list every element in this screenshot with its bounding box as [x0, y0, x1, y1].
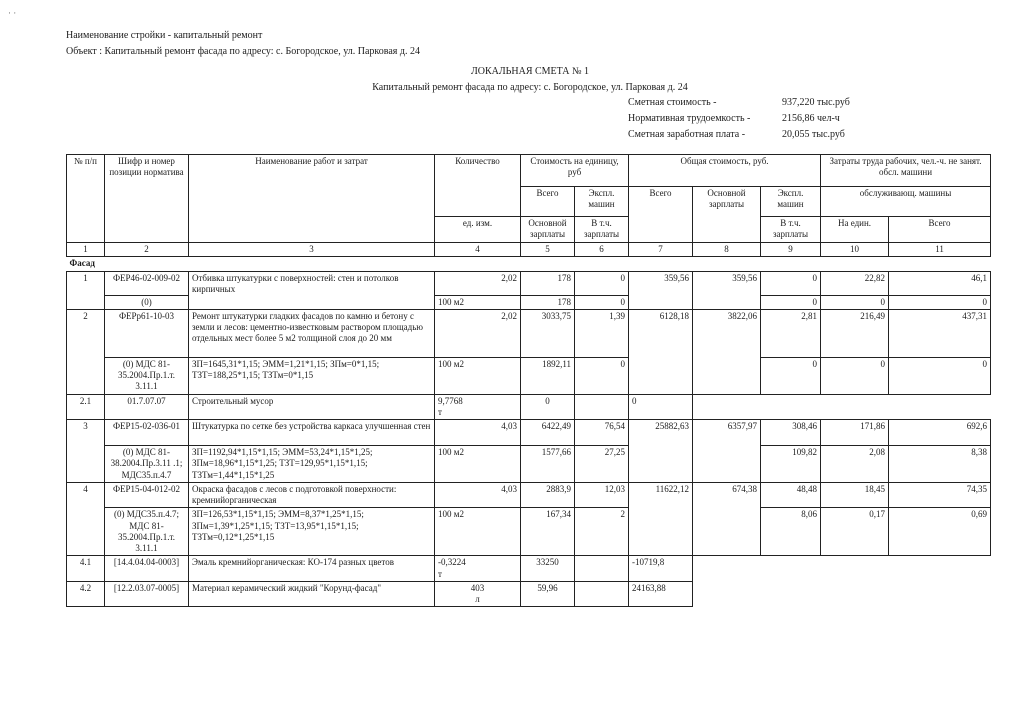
estimate-table [66, 154, 991, 607]
summary-value: 20,055 тыс.руб [782, 129, 845, 140]
cell: 0,17 [821, 508, 889, 556]
row-unit: т [438, 568, 442, 579]
cell: 24163,88 [629, 581, 693, 607]
col-total-cost: Общая стоимость, руб. [629, 155, 821, 187]
row-name: Ремонт штукатурки гладких фасадов по камню и бетону с земли и лесов: цементно-известковым раствором площадью отдельных мест более 5 м2 толщиной слоя до 20 мм [189, 309, 435, 357]
row-formula: ЗП=1192,94*1,15*1,15; ЭММ=53,24*1,15*1,25; ЗПм=18,96*1,15*1,25; ТЗТ=129,95*1,15*1,15; ТЗТм=1,44*1,15*1,25 [189, 446, 435, 483]
row-unit: 100 м2 [435, 357, 521, 394]
cell: 167,34 [521, 508, 575, 556]
row-name: Окраска фасадов с лесов с подготовкой поверхности: кремнийорганическая [189, 482, 435, 508]
row-qty: 2,02 [435, 271, 521, 295]
cell [575, 394, 629, 420]
doc-title: ЛОКАЛЬНАЯ СМЕТА № 1 [470, 66, 590, 77]
project-name: Наименование стройки - капитальный ремонт [66, 30, 263, 41]
row-code: 01.7.07.07 [105, 394, 189, 420]
row-unit: 100 м2 [435, 295, 521, 309]
col-index: 10 [821, 243, 889, 257]
cell: 171,86 [821, 420, 889, 446]
cell: 25882,63 [629, 420, 693, 483]
col-expl-total: Экспл. машин [761, 187, 821, 217]
summary-label: Нормативная трудоемкость - [628, 113, 751, 124]
cell: 46,1 [889, 271, 991, 295]
object-name: Объект : Капитальный ремонт фасада по адресу: с. Богородское, ул. Парковая д. 24 [66, 46, 420, 57]
cell: 3822,06 [693, 309, 761, 394]
cell: 27,25 [575, 446, 629, 483]
row-code: [12.2.03.07-0005] [105, 581, 189, 607]
col-unit: ед. изм. [435, 217, 521, 243]
cell: 109,82 [761, 446, 821, 483]
row-code-ext: (0) МДС 81-38.2004.Пр.3.11 .1; МДС35.п.4.7 [105, 446, 189, 483]
cell [693, 581, 991, 607]
col-expl: Экспл. машин [575, 187, 629, 217]
cell: 308,46 [761, 420, 821, 446]
cell: 0 [629, 394, 693, 420]
table-row [67, 309, 991, 357]
col-index: 4 [435, 243, 521, 257]
cell: 216,49 [821, 309, 889, 357]
cell: 0 [575, 295, 629, 309]
col-base-wage-total: Основной зарплаты [693, 187, 761, 243]
cell: -10719,8 [629, 556, 693, 582]
row-code-ext: (0) МДС 81-35.2004.Пр.1.т. 3.11.1 [105, 357, 189, 394]
section-row [67, 257, 991, 271]
col-name: Наименование работ и затрат [189, 155, 435, 243]
table-row [67, 420, 991, 446]
row-num: 4 [67, 482, 105, 556]
cell: 359,56 [629, 271, 693, 309]
cell: 11622,12 [629, 482, 693, 556]
summary-label: Сметная заработная плата - [628, 129, 746, 140]
cell [575, 556, 629, 582]
cell: 2 [575, 508, 629, 556]
row-code: ФЕР15-04-012-02 [105, 482, 189, 508]
cell: 8,38 [889, 446, 991, 483]
cell: 74,35 [889, 482, 991, 508]
cell: 359,56 [693, 271, 761, 309]
cell [693, 556, 991, 582]
cell: 12,03 [575, 482, 629, 508]
row-code-ext: (0) МДС35.п.4.7; МДС 81-35.2004.Пр.1.т. 3.11.1 [105, 508, 189, 556]
row-qty: 2,02 [435, 309, 521, 357]
cell [575, 581, 629, 607]
row-name: Штукатурка по сетке без устройства каркаса улучшенная стен [189, 420, 435, 446]
cell: 1577,66 [521, 446, 575, 483]
col-index: 11 [889, 243, 991, 257]
col-num: № п/п [67, 155, 105, 243]
cell: 2,81 [761, 309, 821, 357]
cell: 178 [521, 271, 575, 295]
row-name: Эмаль кремнийорганическая: КО-174 разных цветов [189, 556, 435, 582]
cell [693, 394, 991, 420]
row-unit: 100 м2 [435, 508, 521, 556]
col-service: обслуживающ. машины [821, 187, 991, 217]
summary-value: 937,220 тыс.руб [782, 97, 850, 108]
row-num: 4.1 [67, 556, 105, 582]
section-title: Фасад [69, 258, 95, 269]
cell: 692,6 [889, 420, 991, 446]
row-formula: ЗП=1645,31*1,15; ЭММ=1,21*1,15; ЗПм=0*1,15; ТЗТ=188,25*1,15; ТЗТм=0*1,15 [189, 357, 435, 394]
row-code: ФЕРр61-10-03 [105, 309, 189, 357]
col-labor: Затраты труда рабочих, чел.-ч. не занят. обсл. машини [821, 155, 991, 187]
row-name: Материал керамический жидкий "Корунд-фасад" [189, 581, 435, 607]
row-qty-unit [435, 394, 521, 420]
row-code: ФЕР46-02-009-02 [105, 271, 189, 295]
col-all: Всего [521, 187, 575, 217]
row-code-ext: (0) [105, 295, 189, 309]
cell: 59,96 [521, 581, 575, 607]
col-incl-total: В т.ч. зарплаты [761, 217, 821, 243]
scan-mark: · · [8, 8, 17, 18]
col-code: Шифр и номер позиции норматива [105, 155, 189, 243]
col-index: 8 [693, 243, 761, 257]
col-index: 1 [67, 243, 105, 257]
col-index: 6 [575, 243, 629, 257]
row-name: Строительный мусор [189, 394, 435, 420]
row-unit: 100 м2 [435, 446, 521, 483]
cell: 0 [575, 271, 629, 295]
cell: 33250 [521, 556, 575, 582]
row-qty: 403 [470, 582, 485, 593]
cell: 0 [821, 295, 889, 309]
col-index: 7 [629, 243, 693, 257]
cell: 0 [761, 357, 821, 394]
row-unit: л [475, 594, 480, 604]
cell: 0 [889, 295, 991, 309]
table-row [67, 581, 991, 607]
cell: 1,39 [575, 309, 629, 357]
column-number-row [67, 243, 991, 257]
cell: 178 [521, 295, 575, 309]
row-num: 2 [67, 309, 105, 394]
cell: 1892,11 [521, 357, 575, 394]
cell: 0 [761, 271, 821, 295]
col-index: 5 [521, 243, 575, 257]
cell: 76,54 [575, 420, 629, 446]
cell: 0 [889, 357, 991, 394]
row-num: 3 [67, 420, 105, 483]
cell: 2883,9 [521, 482, 575, 508]
row-qty: 4,03 [435, 482, 521, 508]
row-qty: 4,03 [435, 420, 521, 446]
cell: 6357,97 [693, 420, 761, 483]
summary-label: Сметная стоимость - [628, 97, 717, 108]
row-qty: 9,7768 [438, 395, 463, 406]
row-qty: -0,3224 [438, 557, 466, 568]
header-row [67, 155, 991, 187]
table-row [67, 357, 991, 394]
cell: 18,45 [821, 482, 889, 508]
col-unit-cost: Стоимость на единицу, руб [521, 155, 629, 187]
cell: 0 [821, 357, 889, 394]
col-index: 9 [761, 243, 821, 257]
cell: 0 [575, 357, 629, 394]
row-num: 1 [67, 271, 105, 309]
cell: 0 [521, 394, 575, 420]
row-num: 4.2 [67, 581, 105, 607]
cell: 2,08 [821, 446, 889, 483]
col-incl: В т.ч. зарплаты [575, 217, 629, 243]
col-base-wage: Основной зарплаты [521, 217, 575, 243]
row-formula: ЗП=126,53*1,15*1,15; ЭММ=8,37*1,25*1,15; ЗПм=1,39*1,25*1,15; ТЗТ=13,95*1,15*1,15; ТЗТм=0,12*1,25*1,15 [189, 508, 435, 556]
summary-value: 2156,86 чел-ч [782, 113, 840, 124]
table-row [67, 508, 991, 556]
col-index: 3 [189, 243, 435, 257]
table-row [67, 482, 991, 508]
row-num: 2.1 [67, 394, 105, 420]
col-per-unit: На един. [821, 217, 889, 243]
col-qty: Количество [435, 155, 521, 217]
row-qty-unit [435, 581, 521, 607]
cell: 674,38 [693, 482, 761, 556]
cell: 0 [761, 295, 821, 309]
doc-subtitle: Капитальный ремонт фасада по адресу: с. Богородское, ул. Парковая д. 24 [372, 82, 688, 93]
cell: 3033,75 [521, 309, 575, 357]
table-row [67, 446, 991, 483]
cell: 22,82 [821, 271, 889, 295]
cell: 8,06 [761, 508, 821, 556]
col-index: 2 [105, 243, 189, 257]
row-unit: т [438, 406, 442, 417]
table-row [67, 394, 991, 420]
row-qty-unit [435, 556, 521, 582]
row-name: Отбивка штукатурки с поверхностей: стен и потолков кирпичных [189, 271, 435, 309]
table-row [67, 556, 991, 582]
cell: 6128,18 [629, 309, 693, 394]
cell: 6422,49 [521, 420, 575, 446]
cell: 48,48 [761, 482, 821, 508]
row-code: ФЕР15-02-036-01 [105, 420, 189, 446]
col-all-total: Всего [629, 187, 693, 243]
cell: 437,31 [889, 309, 991, 357]
cell: 0,69 [889, 508, 991, 556]
col-all-labor: Всего [889, 217, 991, 243]
table-row [67, 271, 991, 295]
row-code: [14.4.04.04-0003] [105, 556, 189, 582]
